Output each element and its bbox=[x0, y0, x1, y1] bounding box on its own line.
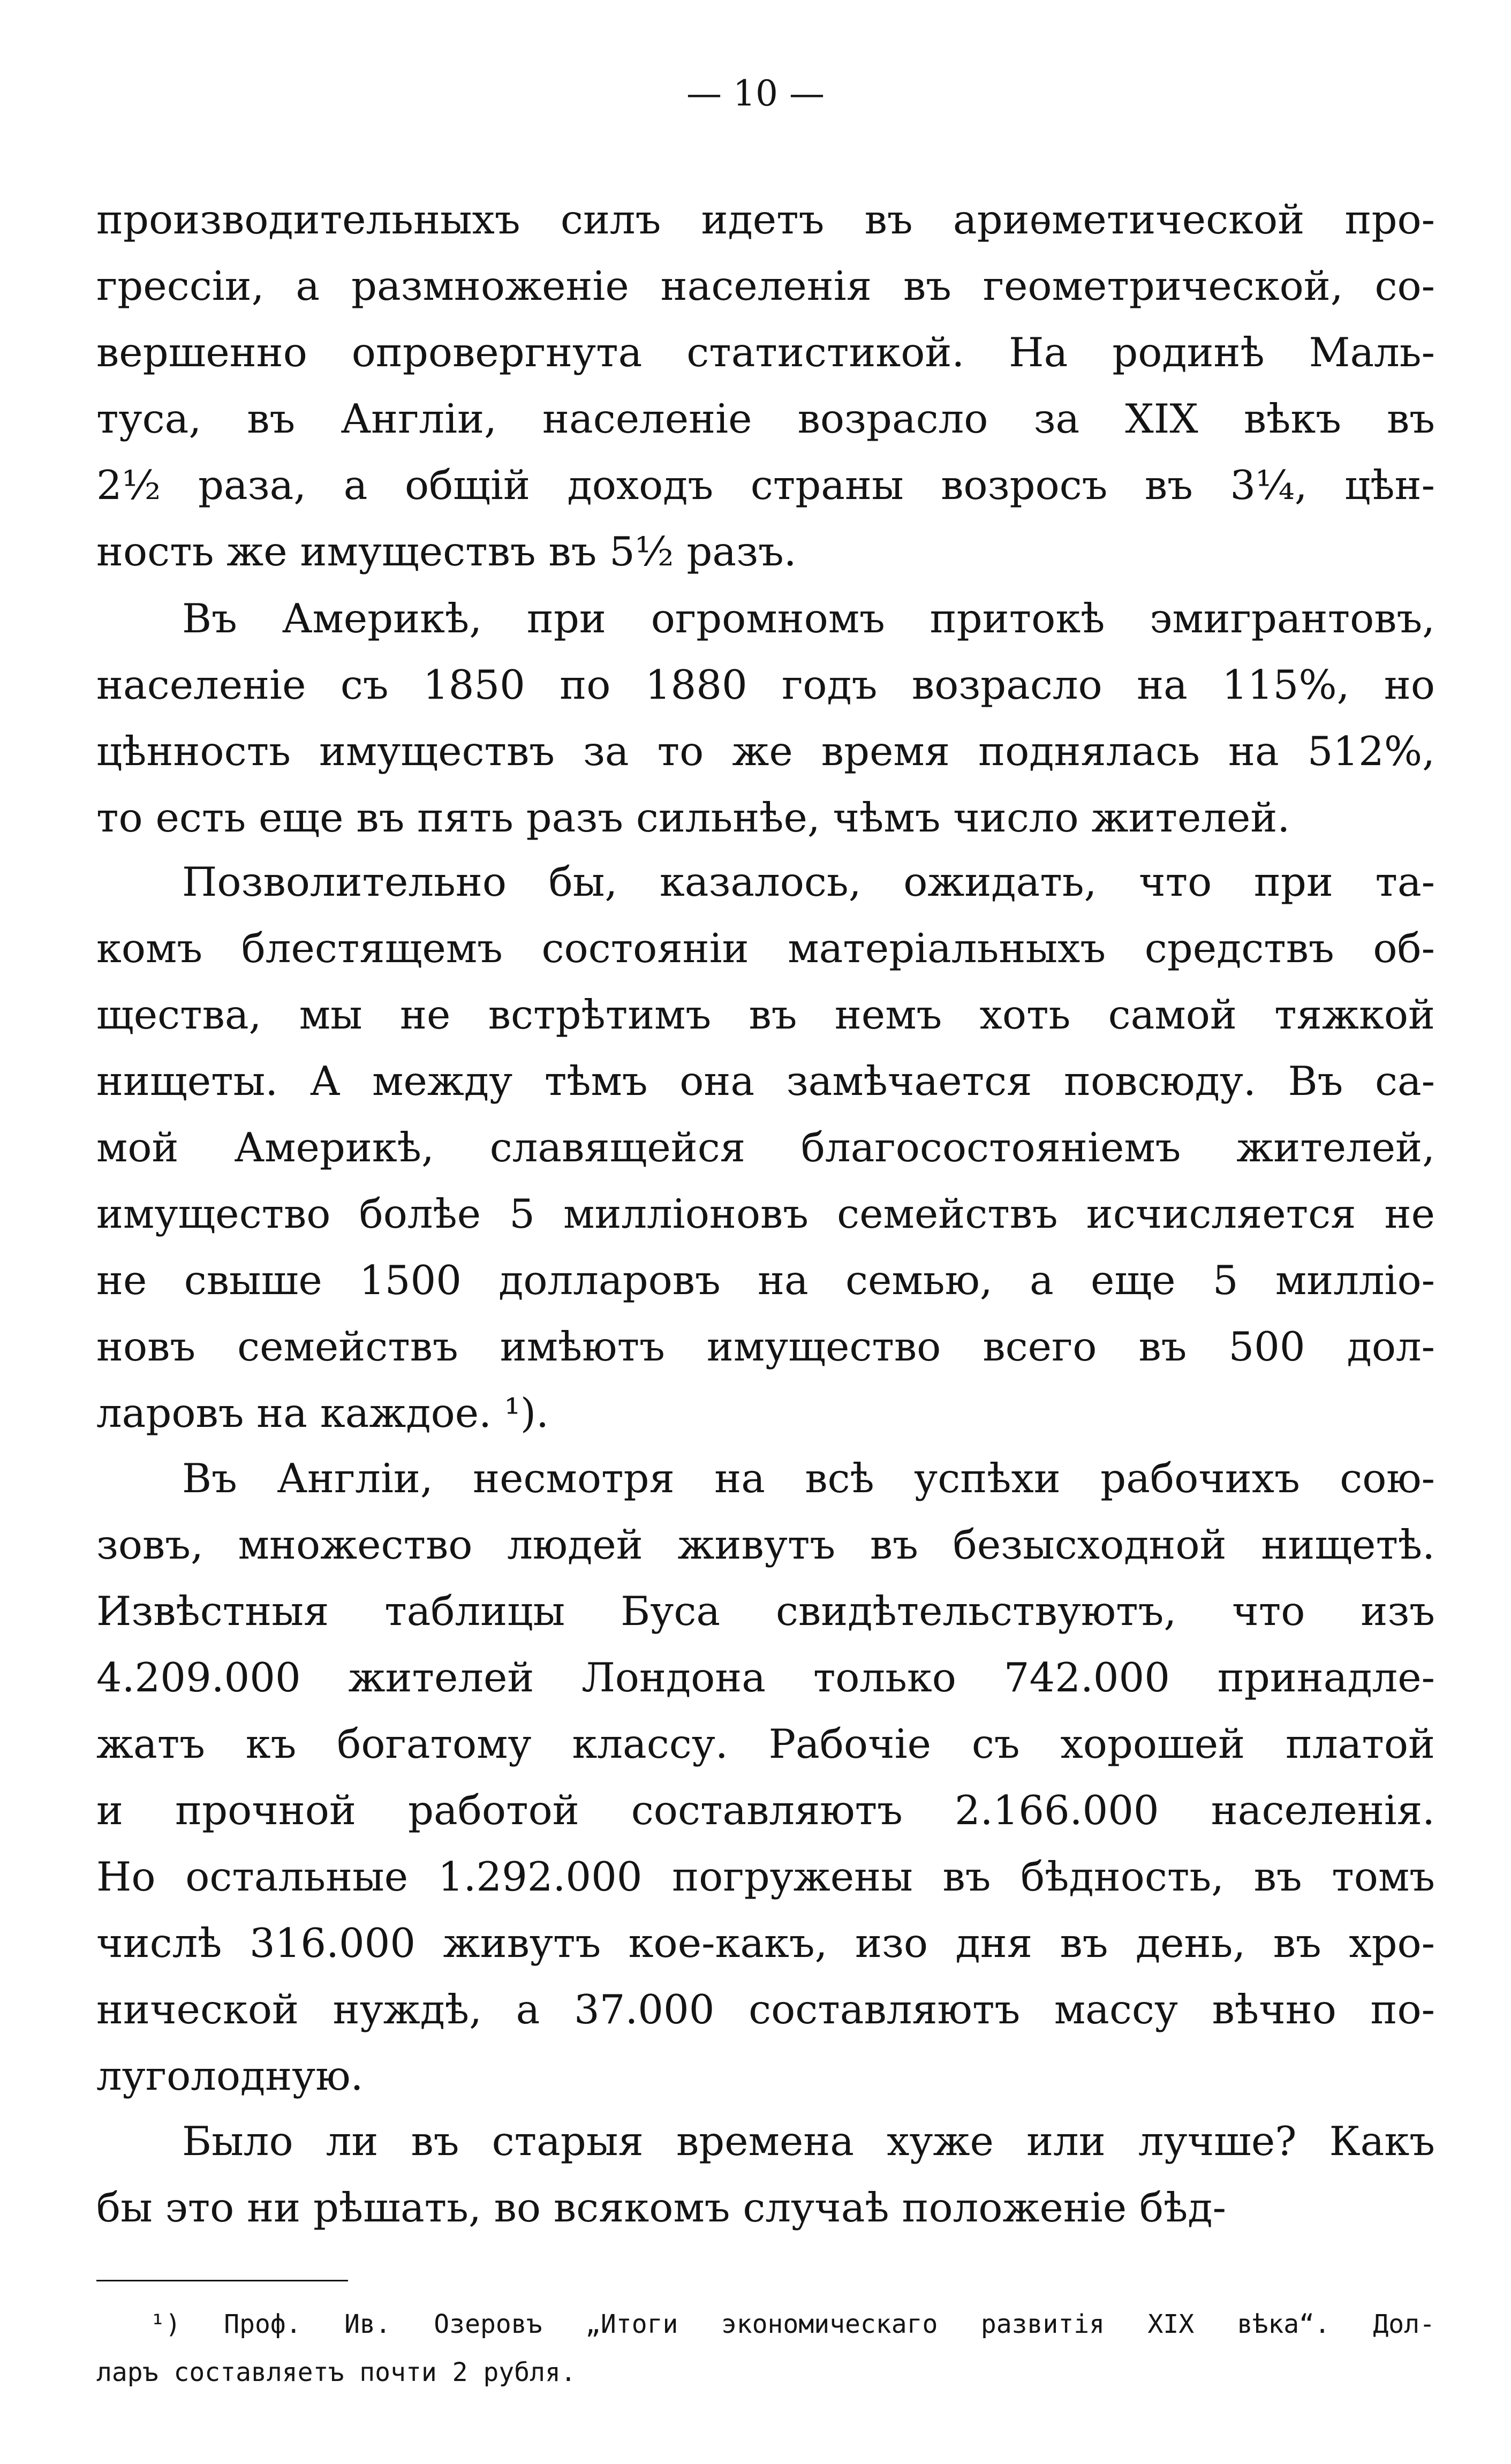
text-line: населеніе съ 1850 по 1880 годъ возрасло на 115%, но bbox=[96, 661, 1435, 708]
text-line: нищеты. А между тѣмъ она замѣчается повсюду. Въ са- bbox=[96, 1057, 1435, 1105]
text-line: ность же имуществъ въ 5½ разъ. bbox=[96, 528, 797, 575]
paragraph bbox=[96, 2108, 1435, 2241]
text-line: комъ блестящемъ состояніи матеріальныхъ средствъ об- bbox=[96, 925, 1435, 972]
text-line: туса, въ Англіи, населеніе возрасло за XIX вѣкъ въ bbox=[96, 395, 1435, 442]
text-line: Было ли въ старыя времена хуже или лучше? Какъ bbox=[182, 2118, 1435, 2165]
text-line: производительныхъ силъ идетъ въ ариѳметической про- bbox=[96, 196, 1435, 243]
text-line: луголодную. bbox=[96, 2052, 364, 2099]
text-line: не свыше 1500 долларовъ на семью, а еще 5 милліо- bbox=[96, 1257, 1435, 1304]
text-line: нической нуждѣ, а 37.000 составляютъ массу вѣчно по- bbox=[96, 1986, 1435, 2033]
text-line: цѣнность имуществъ за то же время поднялась на 512%, bbox=[96, 728, 1435, 775]
text-line: Извѣстныя таблицы Буса свидѣтельствуютъ, что изъ bbox=[96, 1588, 1435, 1635]
text-line: жатъ къ богатому классу. Рабочіе съ хорошей платой bbox=[96, 1720, 1435, 1767]
text-line: Позволительно бы, казалось, ожидать, что при та- bbox=[182, 858, 1435, 905]
footnote-line: ¹) Проф. Ив. Озеровъ „Итоги экономическаго развитія XIX вѣка“. Дол- bbox=[150, 2309, 1435, 2339]
text-line: то есть еще въ пять разъ сильнѣе, чѣмъ число жителей. bbox=[96, 794, 1290, 841]
text-line: щества, мы не встрѣтимъ въ немъ хоть самой тяжкой bbox=[96, 991, 1435, 1038]
text-line: имущество болѣе 5 милліоновъ семействъ исчисляется не bbox=[96, 1190, 1435, 1237]
text-line: мой Америкѣ, славящейся благосостояніемъ жителей, bbox=[96, 1124, 1435, 1171]
text-line: бы это ни рѣшать, во всякомъ случаѣ положеніе бѣд- bbox=[96, 2184, 1226, 2231]
footnotes bbox=[96, 2300, 1435, 2397]
footnote-line: ларъ составляетъ почти 2 рубля. bbox=[96, 2357, 576, 2387]
text-line: числѣ 316.000 живутъ кое-какъ, изо дня въ день, въ хро- bbox=[96, 1919, 1435, 1967]
text-line: вершенно опровергнута статистикой. На родинѣ Маль- bbox=[96, 329, 1435, 376]
text-line: 4.209.000 жителей Лондона только 742.000 принадле- bbox=[96, 1654, 1435, 1701]
paragraph bbox=[96, 1445, 1435, 2109]
text-line: Въ Англіи, несмотря на всѣ успѣхи рабочихъ сою- bbox=[182, 1455, 1435, 1502]
paragraph bbox=[96, 849, 1435, 1446]
footnote-divider bbox=[96, 2280, 348, 2281]
page-number: — 10 — bbox=[686, 73, 825, 114]
text-line: ларовъ на каждое. ¹). bbox=[96, 1389, 549, 1437]
text-line: и прочной работой составляютъ 2.166.000 населенія. bbox=[96, 1787, 1435, 1834]
paragraph bbox=[96, 585, 1435, 851]
paragraph bbox=[96, 186, 1435, 585]
text-line: зовъ, множество людей живутъ въ безысходной нищетѣ. bbox=[96, 1521, 1435, 1568]
text-line: грессіи, а размноженіе населенія въ геометрической, со- bbox=[96, 262, 1435, 309]
text-line: 2½ раза, а общій доходъ страны возросъ въ 3¼, цѣн- bbox=[96, 462, 1435, 509]
text-line: Но остальные 1.292.000 погружены въ бѣдность, въ томъ bbox=[96, 1853, 1435, 1900]
text-line: Въ Америкѣ, при огромномъ притокѣ эмигрантовъ, bbox=[182, 595, 1435, 642]
text-line: новъ семействъ имѣютъ имущество всего въ 500 дол- bbox=[96, 1323, 1435, 1370]
